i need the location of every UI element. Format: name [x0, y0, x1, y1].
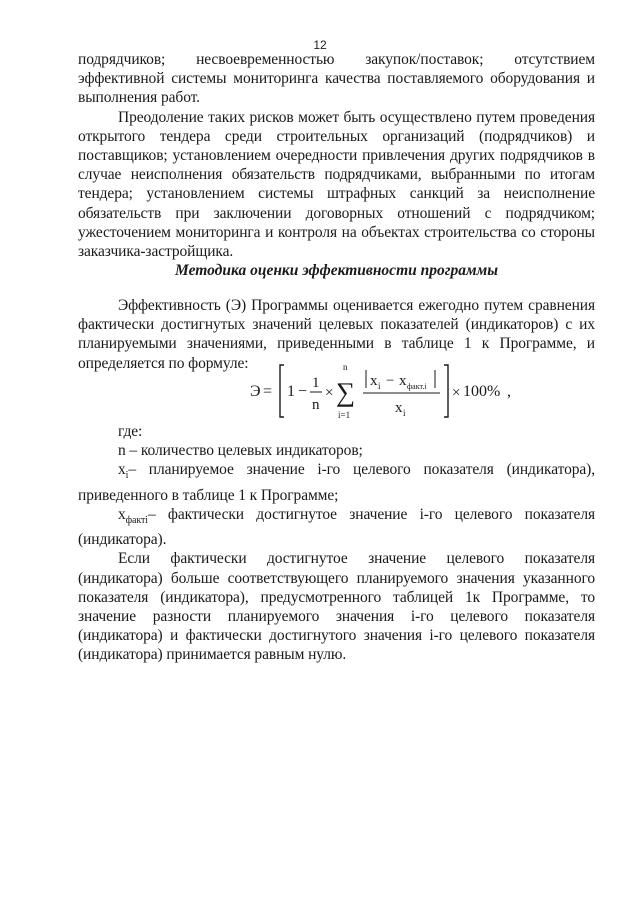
formula-frac-num: 1: [312, 375, 320, 391]
formula-sum-upper: n: [343, 362, 348, 372]
text-block-definitions: [78, 422, 595, 665]
formula-den-x: x: [395, 400, 403, 416]
text-block-top: [78, 50, 595, 261]
definition-n: n – количество целевых индикаторов;: [118, 442, 363, 460]
paragraph-risks-continued: подрядчиков; несвоевременностью закупок/поставок; отсутствием эффективной системы мониторинга качества поставляемого оборудования и выполнения работ.: [78, 51, 595, 107]
formula-num-x: x: [370, 373, 378, 389]
definition-xfakt-subscript: фактi: [125, 515, 148, 526]
formula-sum-sign: ∑: [336, 377, 356, 407]
formula-comma: ,: [507, 383, 511, 400]
formula-percent: 100%: [463, 383, 501, 400]
paragraph-zero-rule: Если фактически достигнутое значение целевого показателя (индикатора) больше соответствующего планируемого значения указанного показателя (индикатора), предусмотренного таблицей 1к Программе, то значение разности планируемого значения i-го целевого показателя (индикатора) и фактически достигнутого значения i-го целевого показателя (индикатора) принимается равным нулю.: [78, 550, 595, 664]
formula-left-bracket: [280, 365, 284, 417]
formula-one: 1: [287, 383, 295, 400]
formula-frac-den: n: [312, 397, 320, 413]
formula-den-x-sub: i: [403, 408, 406, 418]
definition-xi-symbol: x: [118, 461, 126, 479]
formula-num-xf-sub: факт.i: [407, 382, 427, 391]
formula-lhs: Э: [250, 383, 261, 400]
where-label: где:: [118, 423, 143, 440]
formula-sum-lower: i=1: [338, 410, 351, 420]
paragraph-efficiency-intro: Эффективность (Э) Программы оценивается ежегодно путем сравнения фактически достигнутых значений целевых показателей (индикаторов) с их планируемыми значениями, приведенными в таблице 1 к Программе, и определяется по формуле:: [78, 297, 595, 372]
formula-times-1: ×: [325, 385, 334, 401]
definition-xfakt-symbol: x: [118, 505, 126, 523]
formula-num-x-sub: i: [378, 381, 381, 391]
definition-xfakt: [78, 505, 595, 550]
paragraph-risk-mitigation: Преодоление таких рисков может быть осуществлено путем проведения открытого тендера среди строительных организаций (подрядчиков) и поставщиков; установлением очередности привлечения других подрядчиков в случае неисполнения обязательств подрядчиками, выбранными по итогам тендера; установлением системы штрафных санкций за неисполнение обязательств при заключении договорных отношений с подрядчиком; ужесточением мониторинга и контроля на объектах строительства со стороны заказчика-застройщика.: [78, 108, 595, 261]
formula-equals: =: [263, 383, 273, 400]
definition-xi: [78, 460, 595, 505]
definition-xi-subscript: i: [125, 470, 129, 482]
page-number: 12: [313, 38, 327, 52]
formula-num-xf: x: [399, 373, 407, 389]
definition-xi-text: – планируемое значение i-го целевого показателя (индикатора), приведенного в таблице 1 к Программе;: [78, 461, 595, 504]
section-heading: Методика оценки эффективности программы: [175, 262, 498, 279]
formula-right-bracket: [444, 365, 448, 417]
formula-minus: −: [298, 383, 308, 400]
formula-num-minus: −: [386, 373, 395, 389]
formula-times-2: ×: [452, 385, 461, 401]
efficiency-formula: [250, 357, 580, 421]
definition-xfakt-text: – фактически достигнутое значение i-го целевого показателя (индикатора).: [78, 505, 595, 549]
